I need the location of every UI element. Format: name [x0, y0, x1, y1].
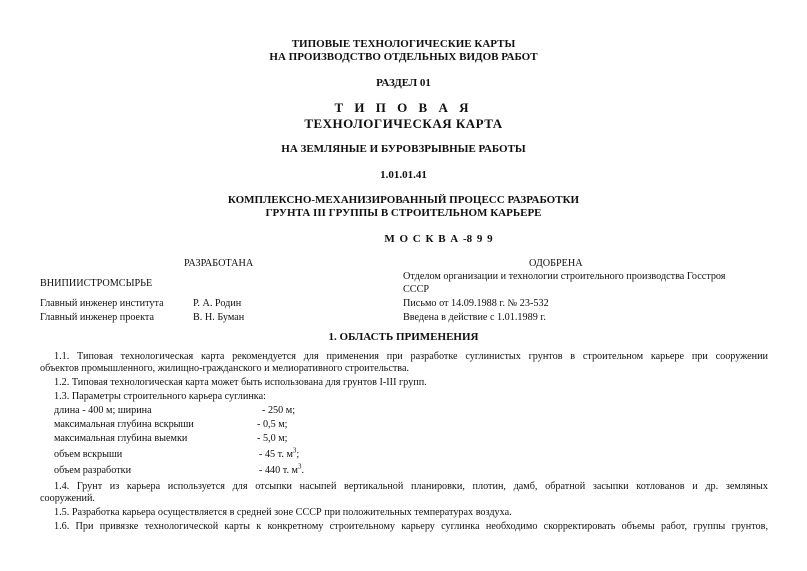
param-value-width: - 250 м;: [262, 405, 296, 416]
name-buman: В. Н. Буман: [193, 312, 245, 323]
approval-letter: Письмо от 14.09.1988 г. № 23-532: [403, 298, 549, 309]
param-label-overburden-volume: объем вскрыши: [54, 449, 123, 460]
role-chief-engineer-project: Главный инженер проекта: [40, 312, 154, 323]
document-code: 1.01.01.41: [380, 169, 427, 181]
approved-line-2: СССР: [403, 284, 430, 295]
process-title-1: КОМПЛЕКСНО-МЕХАНИЗИРОВАННЫЙ ПРОЦЕСС РАЗРАБОТКИ: [227, 194, 580, 206]
role-chief-engineer-institute: Главный инженер института: [40, 298, 164, 309]
param-label-length-width: длина - 400 м; ширина: [54, 405, 152, 416]
title-line-2: ТЕХНОЛОГИЧЕСКАЯ КАРТА: [304, 116, 503, 131]
param-label-excavation-depth: максимальная глубина выемки: [54, 433, 188, 444]
param-value-excavation-volume: - 440 т. $м^3$.: [259, 462, 305, 476]
developer-org: ВНИПИИСТРОМСЫРЬЕ: [40, 278, 153, 289]
subject-title: НА ЗЕМЛЯНЫЕ И БУРОВЗРЫВНЫЕ РАБОТЫ: [281, 143, 526, 155]
approved-line-1: Отделом организации и технологии строительного производства Госстроя: [403, 271, 726, 282]
paragraph-1-4-line-1: 1.4. Грунт из карьера используется для отсыпки насыпей вертикальной планировки, плотин, дамб, обратной засыпки котлованов и др. земляных: [54, 481, 768, 492]
name-rodin: Р. А. Родин: [193, 298, 242, 309]
param-label-excavation-volume: объем разработки: [54, 465, 132, 476]
effective-date: Введена в действие с 1.01.1989 г.: [403, 312, 546, 323]
process-title-2: ГРУНТА III ГРУППЫ В СТРОИТЕЛЬНОМ КАРЬЕРЕ: [265, 207, 542, 219]
param-value-overburden-depth: - 0,5 м;: [257, 419, 288, 430]
city-year: М О С К В А -8 9 9: [384, 233, 493, 245]
section-1-heading: 1. ОБЛАСТЬ ПРИМЕНЕНИЯ: [328, 331, 479, 343]
section-label: РАЗДЕЛ 01: [376, 77, 431, 89]
header-line-1: ТИПОВЫЕ ТЕХНОЛОГИЧЕСКИЕ КАРТЫ: [291, 38, 516, 50]
developed-heading: РАЗРАБОТАНА: [184, 258, 254, 269]
paragraph-1-3: 1.3. Параметры строительного карьера суглинка:: [54, 391, 266, 402]
title-line-1: Т И П О В А Я: [334, 100, 473, 115]
paragraph-1-1-line-2: объектов промышленного, жилищно-гражданского и мелиоративного строительства.: [40, 363, 410, 374]
param-value-overburden-volume: - 45 т. $м^3$;: [259, 446, 300, 460]
header-line-2: НА ПРОИЗВОДСТВО ОТДЕЛЬНЫХ ВИДОВ РАБОТ: [269, 51, 538, 63]
approved-heading: ОДОБРЕНА: [529, 258, 583, 269]
paragraph-1-4-line-2: сооружений.: [40, 493, 95, 504]
paragraph-1-2: 1.2. Типовая технологическая карта может быть использована для грунтов I-III групп.: [54, 377, 427, 388]
param-label-overburden-depth: максимальная глубина вскрыши: [54, 419, 194, 430]
param-value-excavation-depth: - 5,0 м;: [257, 433, 288, 444]
paragraph-1-6: 1.6. При привязке технологической карты к конкретному строительному карьеру суглинка необходимо скорректировать объемы работ, группы грунтов,: [54, 521, 768, 532]
paragraph-1-1-line-1: 1.1. Типовая технологическая карта рекомендуется для применения при разработке суглинистых грунтов в строительном карьере при сооружении: [54, 351, 768, 362]
paragraph-1-5: 1.5. Разработка карьера осуществляется в средней зоне СССР при положительных температурах воздуха.: [54, 507, 512, 518]
